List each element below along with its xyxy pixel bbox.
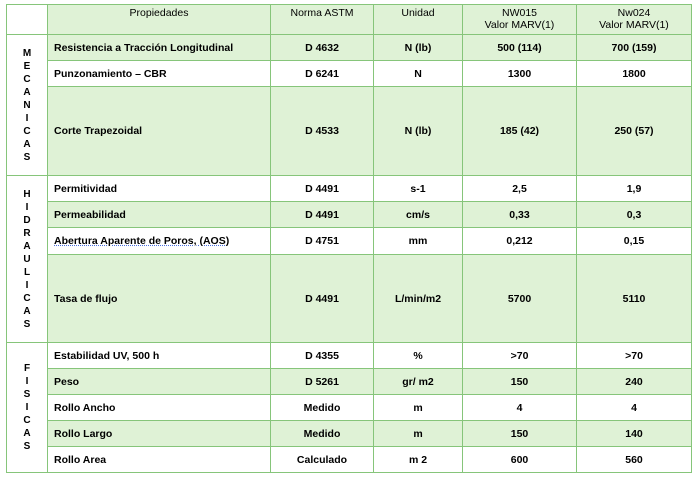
header-nw015-line1: NW015 xyxy=(501,7,537,19)
row-unidad: L/min/m2 xyxy=(374,255,463,343)
row-nw015-value: 0,33 xyxy=(463,202,577,228)
row-nw015-value: 150 xyxy=(463,421,577,447)
table-row xyxy=(7,343,692,369)
row-nw024-value: 0,15 xyxy=(577,228,692,255)
row-unidad: N xyxy=(374,61,463,87)
header-blank-cell xyxy=(7,5,48,35)
row-nw015-value: 185 (42) xyxy=(463,87,577,176)
header-nw024 xyxy=(577,5,692,35)
table-row xyxy=(7,87,692,176)
row-unidad: % xyxy=(374,343,463,369)
category-mecanicas: M E C A N I C A S xyxy=(7,35,48,176)
row-nw024-value: 240 xyxy=(577,369,692,395)
header-nw024-line1: Nw024 xyxy=(617,7,651,19)
row-norma: D 4533 xyxy=(271,87,374,176)
row-nw015-value: 500 (114) xyxy=(463,35,577,61)
header-norma-astm: Norma ASTM xyxy=(271,5,374,35)
row-nw015-value: 5700 xyxy=(463,255,577,343)
row-norma: D 4491 xyxy=(271,176,374,202)
row-property-name: Rollo Area xyxy=(48,447,271,473)
row-property-name: Corte Trapezoidal xyxy=(48,87,271,176)
category-fisicas: F I S I C A S xyxy=(7,343,48,473)
row-property-name: Tasa de flujo xyxy=(48,255,271,343)
row-norma: Calculado xyxy=(271,447,374,473)
row-unidad: m 2 xyxy=(374,447,463,473)
row-unidad: s-1 xyxy=(374,176,463,202)
row-nw015-value: >70 xyxy=(463,343,577,369)
row-nw024-value: >70 xyxy=(577,343,692,369)
row-norma: Medido xyxy=(271,421,374,447)
row-nw024-value: 700 (159) xyxy=(577,35,692,61)
row-norma: D 5261 xyxy=(271,369,374,395)
row-nw024-value: 1800 xyxy=(577,61,692,87)
row-property-name: Permitividad xyxy=(48,176,271,202)
row-nw015-value: 4 xyxy=(463,395,577,421)
table-row xyxy=(7,176,692,202)
row-nw015-value: 150 xyxy=(463,369,577,395)
row-property-name: Peso xyxy=(48,369,271,395)
row-nw015-value: 1300 xyxy=(463,61,577,87)
table-row xyxy=(7,395,692,421)
row-property-name: Rollo Largo xyxy=(48,421,271,447)
table-row xyxy=(7,202,692,228)
row-unidad: gr/ m2 xyxy=(374,369,463,395)
row-nw024-value: 250 (57) xyxy=(577,87,692,176)
row-nw024-value: 140 xyxy=(577,421,692,447)
row-nw015-value: 600 xyxy=(463,447,577,473)
row-norma: D 4491 xyxy=(271,202,374,228)
row-nw024-value: 560 xyxy=(577,447,692,473)
table-row xyxy=(7,369,692,395)
row-unidad: N (lb) xyxy=(374,35,463,61)
row-property-name: Punzonamiento – CBR xyxy=(48,61,271,87)
row-property-name: Estabilidad UV, 500 h xyxy=(48,343,271,369)
table-row xyxy=(7,228,692,255)
header-row xyxy=(7,5,692,35)
row-nw024-value: 4 xyxy=(577,395,692,421)
table-row xyxy=(7,421,692,447)
row-unidad: cm/s xyxy=(374,202,463,228)
header-nw024-line2: Valor MARV(1) xyxy=(599,19,669,31)
table-row xyxy=(7,61,692,87)
row-property-name xyxy=(48,228,271,255)
row-unidad: mm xyxy=(374,228,463,255)
row-nw015-value: 2,5 xyxy=(463,176,577,202)
table-row xyxy=(7,447,692,473)
header-propiedades: Propiedades xyxy=(48,5,271,35)
row-nw024-value: 0,3 xyxy=(577,202,692,228)
row-unidad: N (lb) xyxy=(374,87,463,176)
properties-table xyxy=(6,4,692,473)
header-nw015-line2: Valor MARV(1) xyxy=(484,19,555,31)
row-norma: D 6241 xyxy=(271,61,374,87)
aos-spellcheck-text: Abertura Aparente de Poros, (AOS) xyxy=(54,235,230,247)
row-norma: D 4751 xyxy=(271,228,374,255)
row-property-name: Permeabilidad xyxy=(48,202,271,228)
row-norma: D 4491 xyxy=(271,255,374,343)
row-property-name: Rollo Ancho xyxy=(48,395,271,421)
row-nw024-value: 1,9 xyxy=(577,176,692,202)
table-row xyxy=(7,35,692,61)
row-nw024-value: 5110 xyxy=(577,255,692,343)
row-norma: Medido xyxy=(271,395,374,421)
row-unidad: m xyxy=(374,395,463,421)
row-unidad: m xyxy=(374,421,463,447)
row-property-name: Resistencia a Tracción Longitudinal xyxy=(48,35,271,61)
category-hidraulicas: H I D R A U L I C A S xyxy=(7,176,48,343)
header-nw015 xyxy=(463,5,577,35)
row-norma: D 4355 xyxy=(271,343,374,369)
row-norma: D 4632 xyxy=(271,35,374,61)
header-unidad: Unidad xyxy=(374,5,463,35)
row-nw015-value: 0,212 xyxy=(463,228,577,255)
table-row xyxy=(7,255,692,343)
